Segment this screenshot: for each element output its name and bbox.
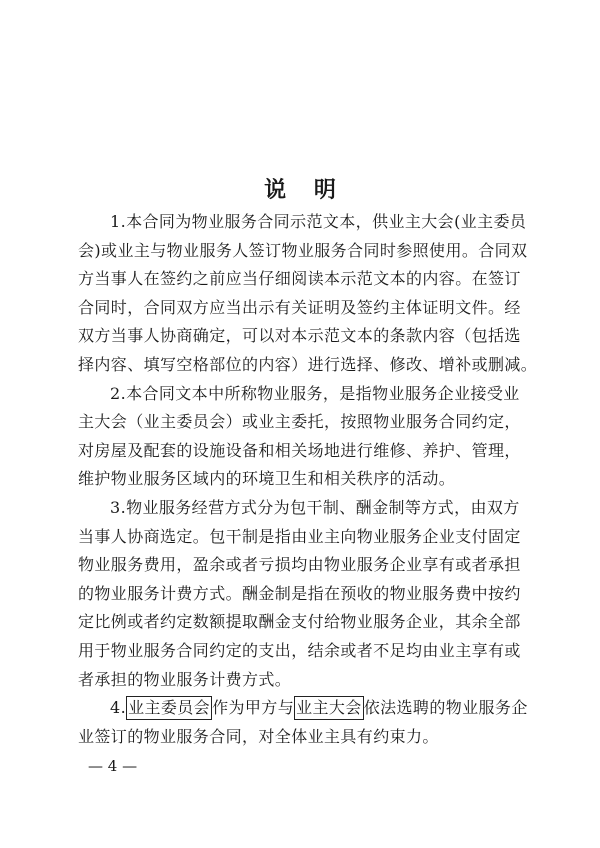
last-line-paragraph-3: 者承担的物业服务计费方式。 [78, 669, 292, 689]
text-line: 维护物业服务区域内的环境卫生和相关秩序的活动。 [78, 469, 456, 489]
text-line: 业签订的物业服务合同，对全体业主具有约束力。 [78, 726, 439, 746]
text-line: 择内容、填写空格部位的内容）进行选择、修改、增补或删减。 [78, 355, 538, 374]
text-line: 主大会（业主委员会）或业主委托，按照物业服务合同约定， [78, 412, 521, 432]
highlighted-term-owners-assembly: 业主大会 [294, 696, 364, 720]
text-line: 用于物业服务合同约定的支出，结余或者不足均由业主享有或 [78, 641, 521, 660]
text-line: 会)或业主与物业服务人签订物业服务合同时参照使用。合同双 [78, 240, 528, 260]
paragraph-4-mid: 作为甲方与 [212, 698, 295, 718]
text-line: 当事人协商选定。包干制是指由业主向物业服务企业支付固定 [78, 526, 521, 546]
paragraph-4-suffix: 依法选聘的物业服务企 [363, 698, 528, 718]
text-line: 方当事人在签约之前应当仔细阅读本示范文本的内容。在签订 [78, 269, 521, 289]
highlighted-term-owners-committee: 业主委员会 [126, 696, 212, 720]
text-line-boxed [110, 694, 528, 722]
text-line: 的物业服务计费方式。酬金制是指在预收的物业服务费中按约 [78, 583, 521, 603]
text-line: 3.物业服务经营方式分为包干制、酬金制等方式，由双方 [110, 498, 520, 517]
page-title: 说 明 [264, 178, 346, 203]
text-line: 定比例或者约定数额提取酬金支付给物业服务企业，其余全部 [78, 612, 521, 632]
text-line: 合同时，合同双方应当出示有关证明及签约主体证明文件。经 [78, 297, 521, 317]
text-line: 物业服务费用，盈余或者亏损均由物业服务企业享有或者承担 [78, 555, 521, 575]
text-line: 2.本合同文本中所称物业服务，是指物业服务企业接受业 [110, 383, 520, 403]
page-number: — 4 — [88, 757, 138, 775]
text-line: 1.本合同为物业服务合同示范文本，供业主大会(业主委员 [110, 212, 527, 231]
text-line: 对房屋及配套的设施设备和相关场地进行维修、养护、管理， [78, 440, 521, 460]
text-line: 双方当事人协商确定，可以对本示范文本的条款内容（包括选 [78, 326, 521, 346]
paragraph-4-prefix: 4. [110, 698, 127, 718]
